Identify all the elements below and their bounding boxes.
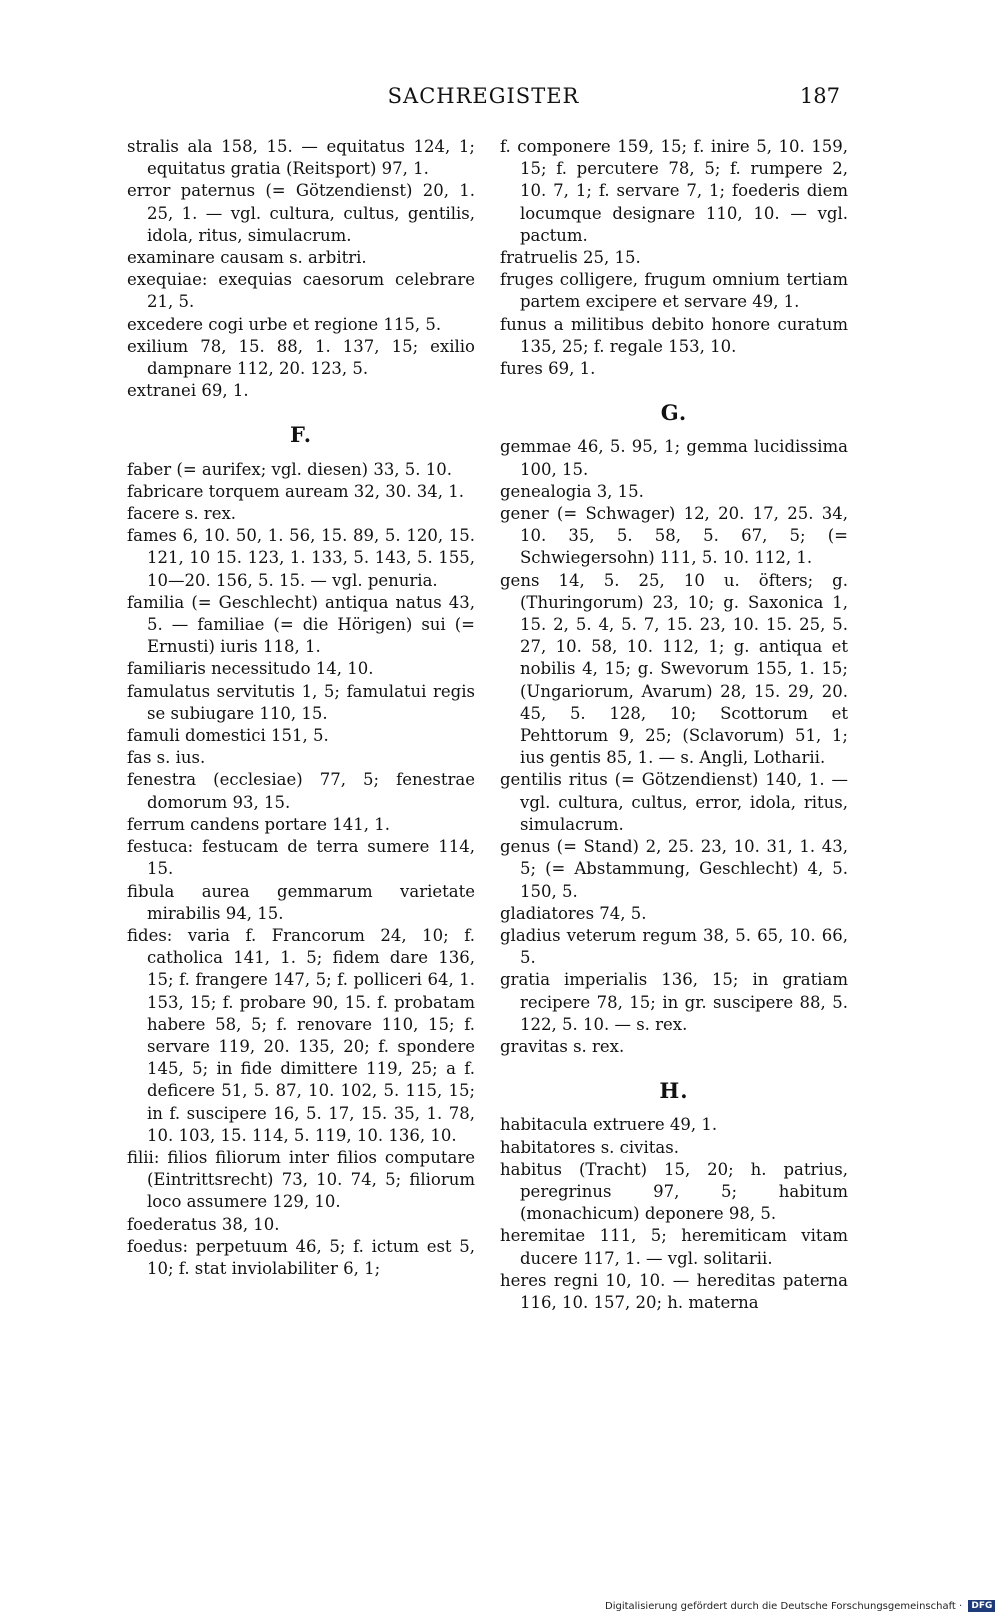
index-entry: famuli domestici 151, 5. [127,726,329,746]
index-entry: fibula aurea gemmarum varietate mirabilis 94, 15. [127,881,475,923]
index-entry: genealogia 3, 15. [500,481,644,501]
index-entry: gratia imperialis 136, 15; in gratiam recipere 78, 15; in gr. suscipere 88, 5. 122, 5. 10. — s. rex. [500,970,848,1034]
index-entry: funus a militibus debito honore curatum 135, 25; f. regale 153, 10. [500,314,848,356]
index-entry: gladius veterum regum 38, 5. 65, 10. 66, 5. [500,925,848,968]
page-header [127,84,840,114]
index-entry: ferrum candens portare 141, 1. [127,814,391,834]
section-heading-g: G. [660,400,688,426]
index-entry: heres regni 10, 10. — hereditas paterna 116, 10. 157, 20; h. materna [500,1270,848,1312]
index-entry: exilium 78, 15. 88, 1. 137, 15; exilio dampnare 112, 20. 123, 5. [127,336,475,379]
index-entry: error paternus (= Götzendienst) 20, 1. 25, 1. — vgl. cultura, cultus, gentilis, idola, ritus, simulacrum. [127,181,475,245]
index-entry: fratruelis 25, 15. [500,248,641,268]
dfg-logo: DFG [968,1600,995,1612]
index-entry: gener (= Schwager) 12, 20. 17, 25. 34, 10. 35, 5. 58, 5. 67, 5; (= Schwiegersohn) 111, 5. 10. 112, 1. [500,504,848,568]
index-entry: gladiatores 74, 5. [500,903,647,923]
digitization-footer [605,1600,995,1616]
index-entry: familia (= Geschlecht) antiqua natus 43, 5. — familiae (= die Hörigen) sui (= Ernusti) iuris 118, 1. [127,592,475,657]
footer-text: Digitalisierung gefördert durch die Deutsche Forschungsgemeinschaft · [605,1601,963,1612]
index-entry: fas s. ius. [127,748,206,768]
section-heading-h: H. [659,1078,689,1104]
right-column [500,136,848,1314]
page-number: 187 [799,84,840,108]
index-entry: faber (= aurifex; vgl. diesen) 33, 5. 10. [127,459,453,479]
index-entry: exequiae: exequias caesorum celebrare 21, 5. [127,270,475,312]
index-entry: f. componere 159, 15; f. inire 5, 10. 159, 15; f. percutere 78, 5; f. rumpere 2, 10. 7, 1; f. servare 7, 1; foederis diem locumque designare 110, 10. — vgl. pactum. [500,137,848,245]
index-entry: festuca: festucam de terra sumere 114, 15. [127,837,475,879]
index-entry: extranei 69, 1. [127,381,249,401]
index-entry: foederatus 38, 10. [127,1214,280,1234]
index-entry: habitus (Tracht) 15, 20; h. patrius, peregrinus 97, 5; habitum (monachicum) deponere 98, 5. [500,1159,848,1224]
index-entry: foedus: perpetuum 46, 5; f. ictum est 5, 10; f. stat inviolabiliter 6, 1; [127,1236,475,1278]
index-entry: famulatus servitutis 1, 5; famulatui regis se subiugare 110, 15. [127,681,475,723]
index-entry: habitatores s. civitas. [500,1137,679,1157]
index-entry: fures 69, 1. [500,359,596,379]
entries-group-h [500,1114,848,1314]
section-heading-f: F. [289,422,313,448]
entries-group-f-continued [500,136,848,380]
index-entry: heremitae 111, 5; heremiticam vitam ducere 117, 1. — vgl. solitarii. [500,1226,848,1268]
index-entry: stralis ala 158, 15. — equitatus 124, 1; equitatus gratia (Reitsport) 97, 1. [127,137,475,179]
index-entry: gravitas s. rex. [500,1036,625,1056]
index-entry: gentilis ritus (= Götzendienst) 140, 1. — vgl. cultura, cultus, error, idola, ritus, simulacrum. [500,770,848,834]
index-entry: familiaris necessitudo 14, 10. [127,659,374,679]
index-entry: examinare causam s. arbitri. [127,248,367,268]
running-title: SACHREGISTER [387,84,580,108]
entries-group-e [127,136,475,402]
index-entry: fenestra (ecclesiae) 77, 5; fenestrae domorum 93, 15. [127,770,475,812]
index-entry: facere s. rex. [127,504,237,524]
index-entry: gemmae 46, 5. 95, 1; gemma lucidissima 100, 15. [500,437,848,479]
left-column [127,136,475,1280]
index-entry: fames 6, 10. 50, 1. 56, 15. 89, 5. 120, 15. 121, 10 15. 123, 1. 133, 5. 143, 5. 155, 10—20. 156, 5. 15. — vgl. penuria. [127,526,475,590]
index-entry: filii: filios filiorum inter filios computare (Eintrittsrecht) 73, 10. 74, 5; filiorum loco assumere 129, 10. [127,1147,475,1212]
entries-group-f [127,459,475,1281]
entries-group-g [500,436,848,1058]
index-entry: gens 14, 5. 25, 10 u. öfters; g. (Thuringorum) 23, 10; g. Saxonica 1, 15. 2, 5. 4, 5. 7, 15. 23, 10. 15. 25, 5. 27, 10. 58, 10. 112, 1; g. antiqua et nobilis 4, 15; g. Swevorum 155, 1. 15; (Ungariorum, Avarum) 28, 15. 29, 20. 45, 5. 128, 10; Scottorum et Pehttorum 9, 25; (Sclavorum) 51, 1; ius gentis 85, 1. — s. Angli, Lotharii. [500,570,848,768]
index-entry: excedere cogi urbe et regione 115, 5. [127,314,442,334]
index-entry: fabricare torquem auream 32, 30. 34, 1. [127,481,464,501]
index-entry: genus (= Stand) 2, 25. 23, 10. 31, 1. 43, 5; (= Abstammung, Geschlecht) 4, 5. 150, 5. [500,837,848,901]
index-entry: habitacula extruere 49, 1. [500,1115,718,1135]
index-entry: fruges colligere, frugum omnium tertiam partem excipere et servare 49, 1. [500,270,848,312]
index-entry: fides: varia f. Francorum 24, 10; f. catholica 141, 1. 5; fidem dare 136, 15; f. frangere 147, 5; f. polliceri 64, 1. 153, 15; f. probare 90, 15. f. probatam habere 58, 5; f. renovare 110, 15; f. servare 119, 20. 135, 20; f. spondere 145, 5; in fide dimittere 119, 25; a f. deficere 51, 5. 87, 10. 102, 5. 115, 15; in f. suscipere 16, 5. 17, 15. 35, 1. 78, 10. 103, 15. 114, 5. 119, 10. 136, 10. [127,925,475,1145]
